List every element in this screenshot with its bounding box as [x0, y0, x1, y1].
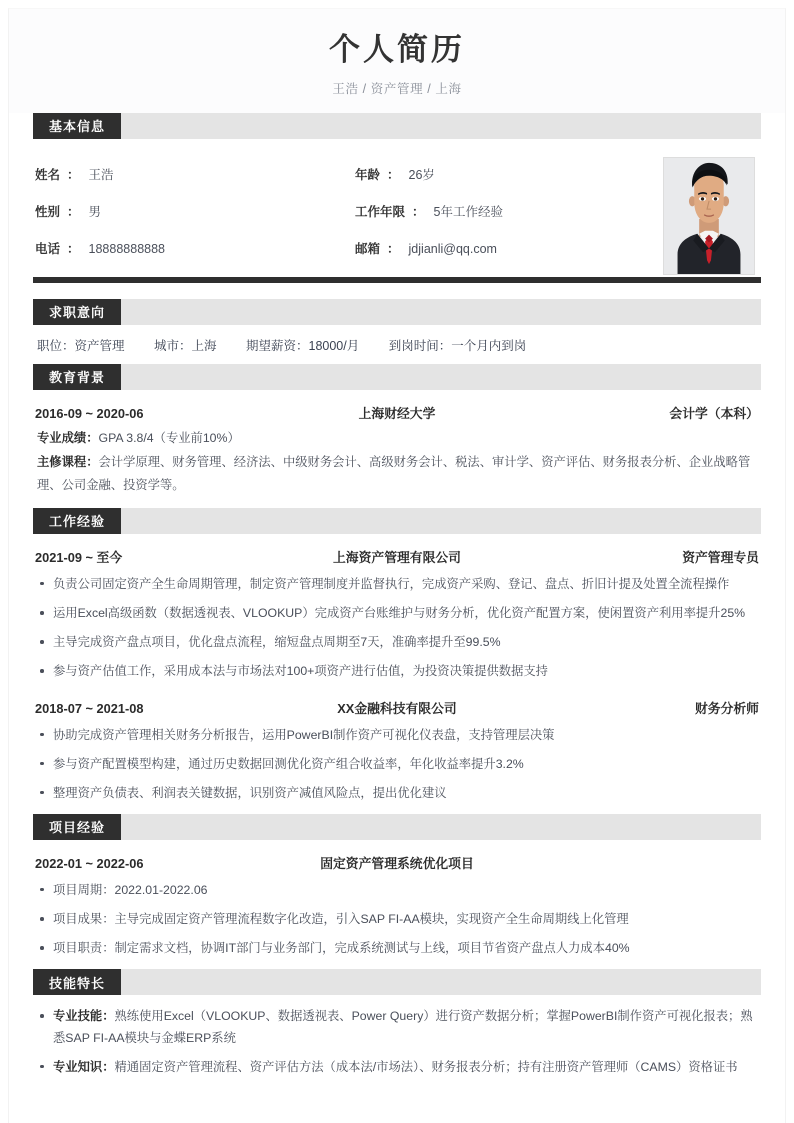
section-header-objective [33, 299, 761, 325]
info-field-name [35, 165, 355, 183]
info-field-email [355, 239, 645, 257]
work-entry [35, 534, 759, 683]
list-item: 参与资产估值工作，采用成本法与市场法对100+项资产进行估值，为投资决策提供数据支持 [35, 661, 759, 682]
info-colon: ： [412, 204, 425, 219]
info-value: 5年工作经验 [433, 204, 503, 219]
header-subtitle: 王浩 / 资产管理 / 上海 [332, 81, 462, 96]
skills-label: 专业技能： [53, 1009, 115, 1024]
info-colon: ： [67, 167, 80, 182]
project-bullet-label: 项目成果： [53, 912, 115, 927]
project-bullet-text: 主导完成固定资产管理流程数字化改造，引入SAP FI-AA模块，实现资产全生命周期线上化管理 [114, 912, 629, 927]
avatar [663, 157, 755, 275]
objective-item-availability: 到岗时间：一个月内到岗 [388, 338, 527, 353]
section-tag-basic: 基本信息 [33, 113, 121, 139]
section-header-skills [33, 969, 761, 995]
info-colon: ： [67, 204, 80, 219]
list-item [35, 1057, 759, 1078]
info-value: 26岁 [408, 167, 435, 182]
work-company: XX金融科技有限公司 [337, 700, 457, 716]
info-field-gender [35, 202, 355, 220]
education-date: 2016-09 ~ 2020-06 [35, 405, 144, 421]
info-field-experience-years [355, 202, 645, 220]
education-gpa-value: GPA 3.8/4（专业前10%） [98, 430, 240, 445]
info-label: 工作年限 [355, 204, 406, 219]
project-bullet-list [35, 880, 759, 959]
list-item: 负责公司固定资产全生命周期管理，制定资产管理制度并监督执行，完成资产采购、登记、盘点、折旧计提及处置全流程操作 [35, 574, 759, 595]
education-gpa-line [35, 426, 759, 451]
project-bullet-text: 制定需求文档，协调IT部门与业务部门，完成系统测试与上线，项目节省资产盘点人力成本40% [114, 941, 630, 956]
education-entry-head [35, 403, 759, 426]
work-bullet-list [35, 574, 759, 683]
education-courses-value: 会计学原理、财务管理、经济法、中级财务会计、高级财务会计、税法、审计学、资产评估、财务报表分析、企业战略管理、公司金融、投资学等。 [37, 455, 751, 493]
info-value: 18888888888 [88, 241, 166, 256]
work-entry-head [35, 547, 759, 570]
info-field-age [355, 165, 645, 183]
education-gpa-label: 专业成绩： [37, 430, 99, 445]
info-label: 姓名 [35, 167, 61, 182]
work-bullet-list [35, 725, 759, 804]
project-entry [35, 840, 759, 959]
list-item [35, 1006, 759, 1048]
section-tag-project: 项目经验 [33, 814, 121, 840]
list-item [35, 909, 759, 930]
section-header-basic [33, 113, 761, 139]
section-header-project [33, 814, 761, 840]
project-bullet-text: 2022.01-2022.06 [114, 882, 208, 897]
work-entry-head [35, 698, 759, 721]
skills-text: 精通固定资产管理流程、资产评估方法（成本法/市场法）、财务报表分析；持有注册资产管理师（CAMS）资格证书 [114, 1059, 738, 1074]
list-item: 参与资产配置模型构建，通过历史数据回测优化资产组合收益率，年化收益率提升3.2% [35, 754, 759, 775]
info-label: 年龄 [355, 167, 381, 182]
project-name: 固定资产管理系统优化项目 [320, 855, 474, 871]
education-major: 会计学（本科） [669, 405, 759, 421]
resume-sheet [8, 8, 786, 1123]
list-item: 主导完成资产盘点项目，优化盘点流程，缩短盘点周期至7天，准确率提升至99.5% [35, 632, 759, 653]
info-colon: ： [387, 167, 400, 182]
work-role: 资产管理专员 [682, 549, 759, 565]
objective-row [35, 325, 759, 364]
education-courses-label: 主修课程： [37, 455, 99, 470]
list-item: 整理资产负债表、利润表关键数据，识别资产减值风险点，提出优化建议 [35, 783, 759, 804]
section-tag-skills: 技能特长 [33, 969, 121, 995]
education-courses-line [35, 450, 759, 497]
info-label: 电话 [35, 241, 61, 256]
list-item [35, 880, 759, 901]
section-header-work [33, 508, 761, 534]
education-entry [35, 390, 759, 498]
work-date: 2018-07 ~ 2021-08 [35, 700, 144, 716]
info-label: 邮箱 [355, 241, 381, 256]
work-block [9, 534, 785, 804]
project-block [9, 840, 785, 959]
education-school: 上海财经大学 [358, 405, 436, 421]
work-date: 2021-09 ~ 至今 [35, 549, 123, 565]
section-header-education [33, 364, 761, 390]
skills-label: 专业知识： [53, 1059, 115, 1074]
work-role: 财务分析师 [694, 700, 759, 716]
info-value: 男 [88, 204, 102, 219]
info-value: 王浩 [88, 167, 114, 182]
info-colon: ： [67, 241, 80, 256]
project-bullet-label: 项目周期： [53, 882, 115, 897]
resume-header [9, 9, 785, 113]
work-entry [35, 685, 759, 804]
info-value: jdjianli@qq.com [408, 241, 497, 256]
list-item [35, 938, 759, 959]
info-field-phone [35, 239, 355, 257]
project-date: 2022-01 ~ 2022-06 [35, 855, 144, 871]
project-entry-head [35, 853, 759, 876]
objective-item-salary: 期望薪资：18000/月 [246, 338, 360, 353]
skills-text: 熟练使用Excel（VLOOKUP、数据透视表、Power Query）进行资产数据分析；掌握PowerBI制作资产可视化报表；熟悉SAP FI-AA模块与金蝶ERP系统 [53, 1009, 753, 1045]
work-company: 上海资产管理有限公司 [333, 549, 461, 565]
info-colon: ： [387, 241, 400, 256]
objective-item-city: 城市：上海 [154, 338, 217, 353]
skills-block [9, 1006, 785, 1077]
objective-block [9, 325, 785, 364]
basic-info-block [9, 139, 785, 271]
list-item: 协助完成资产管理相关财务分析报告，运用PowerBI制作资产可视化仪表盘，支持管理层决策 [35, 725, 759, 746]
education-block [9, 390, 785, 498]
section-tag-work: 工作经验 [33, 508, 121, 534]
list-item: 运用Excel高级函数（数据透视表、VLOOKUP）完成资产台账维护与财务分析，优化资产配置方案，使闲置资产利用率提升25% [35, 603, 759, 624]
skills-bullet-list [35, 1006, 759, 1077]
page-title: 个人简历 [329, 32, 465, 67]
section-tag-objective: 求职意向 [33, 299, 121, 325]
section-tag-education: 教育背景 [33, 364, 121, 390]
objective-item-position: 职位：资产管理 [37, 338, 125, 353]
section-divider [33, 277, 761, 283]
project-bullet-label: 项目职责： [53, 941, 115, 956]
portrait-photo-icon [664, 158, 754, 274]
basic-info-grid [35, 157, 645, 257]
info-label: 性别 [35, 204, 61, 219]
